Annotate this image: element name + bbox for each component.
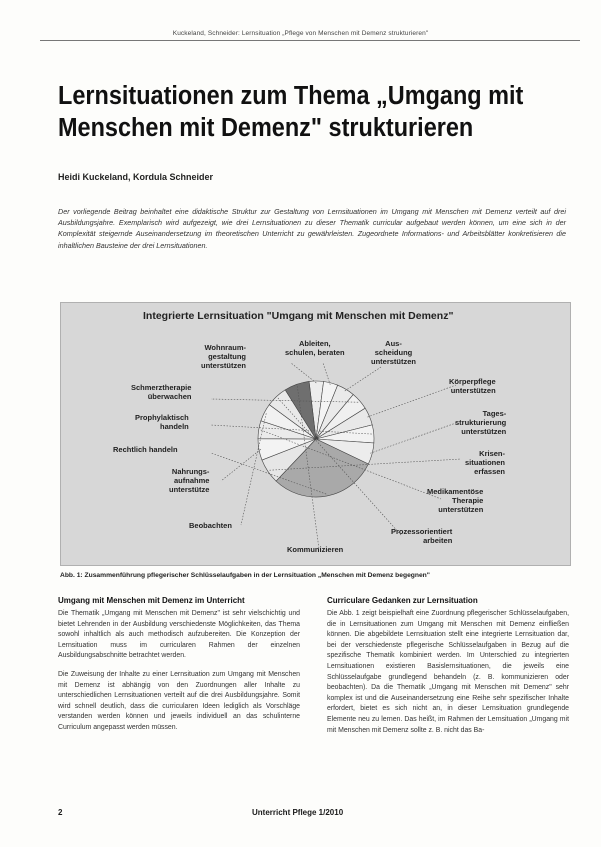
label-ableiten: Ableiten, schulen, beraten bbox=[285, 339, 345, 357]
running-head: Kuckeland, Schneider: Lernsituation „Pflege von Menschen mit Demenz strukturieren" bbox=[172, 30, 429, 37]
right-paragraph-1: Die Abb. 1 zeigt beispielhaft eine Zuordnung pflegerischer Schlüsselaufgaben, die in Lernsituationen zum Umgang mit Menschen mit Demenz einfließen können. Die abgebildete Lernsituation stellt eine integrierte Lernsituation dar, bei der verschiedenste pflegerische Schlüsselaufgaben in Bezug auf die spezifische Thematik kombiniert werden. Im Unterschied zu integrierten Lernsituationen existieren Basislernsituationen, die jeweils eine Schlüsselaufgabe grundlegend behandeln (z. B. kommunizieren oder beobachten). Da die Thematik „Umgang mit Menschen mit Demenz" sehr komplex ist und die Auseinandersetzung eine Reihe sehr spezifischer Inhalte erfordert, bietet es sich nicht an, in dieser Lernsituation grundlegende Elemente neu zu lernen. Das heißt, im Rahmen der Lernsituation „Umgang mit mit Menschen mit Demenz sollte z. B. nicht das Ba- bbox=[327, 610, 569, 734]
left-paragraph-2: Die Zuweisung der Inhalte zu einer Lernsituation zum Umgang mit Menschen mit Demenz ist abhängig von den Zuordnungen aller Inhalte zu unterschiedlichen Lernsituationen verteilt auf die drei Ausbildungsjahre. Somit wird schnell deutlich, dass die curricularen Ideen lediglich als Vorschläge verstanden werden können und jeweils individuell an das schulinterne Curriculum angepasst werden müssen. bbox=[58, 670, 300, 731]
label-koerperpflege: Körperpflege unterstützen bbox=[449, 377, 496, 395]
leader-line bbox=[345, 367, 381, 391]
label-tagesstrukturierung: Tages- strukturierung unterstützen bbox=[455, 409, 507, 436]
label-medikamentoes: Medikamentöse Therapie unterstützen bbox=[427, 487, 484, 514]
header-rule bbox=[40, 40, 580, 41]
label-schmerztherapie: Schmerztherapie überwachen bbox=[131, 383, 192, 401]
left-heading: Umgang mit Menschen mit Demenz im Unterricht bbox=[58, 596, 245, 605]
label-ausscheidung: Aus- scheidung unterstützen bbox=[371, 339, 416, 366]
leader-line bbox=[368, 385, 456, 417]
right-column bbox=[327, 596, 569, 744]
figure-caption: Abb. 1: Zusammenführung pflegerischer Schlüsselaufgaben in der Lernsituation „Menschen mit Demenz begegnen" bbox=[60, 572, 430, 579]
label-beobachten: Beobachten bbox=[189, 521, 232, 530]
label-rechtlich: Rechtlich handeln bbox=[113, 445, 178, 454]
left-column bbox=[58, 596, 300, 742]
page-number: 2 bbox=[58, 808, 63, 817]
label-wohnraum: Wohnraum- gestaltung unterstützen bbox=[201, 343, 246, 370]
figure-title: Integrierte Lernsituation "Umgang mit Menschen mit Demenz" bbox=[143, 310, 454, 322]
authors: Heidi Kuckeland, Kordula Schneider bbox=[58, 172, 214, 182]
left-paragraph-1: Die Thematik „Umgang mit Menschen mit Demenz" ist sehr vielschichtig und bietet Lehrenden in der Ausbildung verschiedenste Möglichkeiten, das Thema sowohl inhaltlich als auch methodisch aufzubereiten. Die Konzeption der Lernsituation muss im curricularen Rahmen der einzelnen Ausbildungsabschnitte betrachtet werden. bbox=[58, 610, 300, 660]
leader-line bbox=[370, 423, 456, 453]
figure bbox=[60, 302, 571, 566]
leader-line bbox=[221, 449, 261, 481]
article-title: Lernsituationen zum Thema „Umgang mit Menschen mit Demenz" strukturieren bbox=[58, 82, 524, 142]
label-prozessorientiert: Prozessorientiert arbeiten bbox=[391, 527, 453, 545]
leader-line bbox=[291, 363, 316, 383]
label-nahrungsaufnahme: Nahrungs- aufnahme unterstütze bbox=[169, 467, 210, 494]
right-heading: Curriculare Gedanken zur Lernsituation bbox=[327, 596, 478, 605]
label-kommunizieren: Kommunizieren bbox=[287, 545, 344, 554]
label-krisensituationen: Krisen- situationen erfassen bbox=[465, 449, 506, 476]
abstract: Der vorliegende Beitrag beinhaltet eine didaktische Struktur zur Gestaltung von Lernsituationen im Umgang mit Menschen mit Demenz verteilt auf drei Ausbildungsjahre. Exemplarisch wird aufgezeigt, wie drei Lernsituationen zu dieser Thematik curricular aufgebaut werden können, um eine sich in der Komplexität steigernde Auseinandersetzung im theoretischen Unterricht zu gewährleisten. Zugeordnete Informations- und Arbeitsblätter konkretisieren die inhaltlichen Bausteine der drei Lernsituationen. bbox=[58, 207, 566, 250]
label-prophylaktisch: Prophylaktisch handeln bbox=[135, 413, 189, 431]
journal-name: Unterricht Pflege 1/2010 bbox=[252, 808, 344, 817]
